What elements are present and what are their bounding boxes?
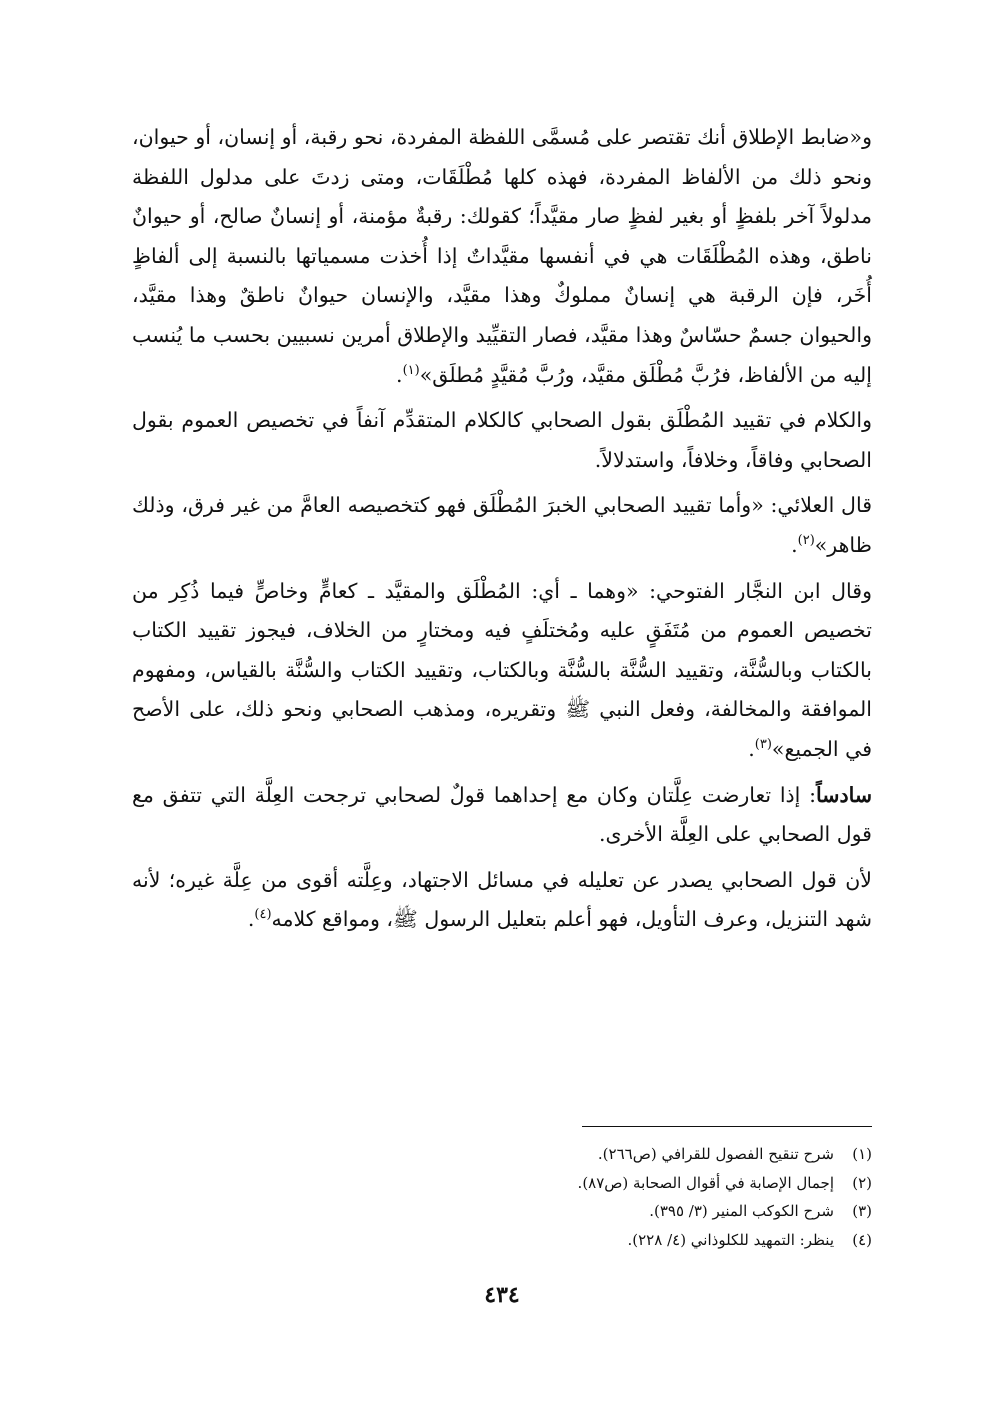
paragraph-5 [132, 776, 872, 855]
paragraph-end: . [791, 532, 798, 557]
footnote-number: (٣) [852, 1202, 872, 1220]
footnote-number: (٤) [852, 1230, 872, 1249]
main-text [132, 118, 872, 946]
footnote-item [132, 1169, 872, 1198]
footnote-number: (٢) [852, 1173, 872, 1192]
paragraph-text: و«ضابط الإطلاق أنك تقتصر على مُسمَّى اللفظة المفردة، نحو رقبة، أو إنسان، أو حيوان، ونحو ذلك من الألفاظ المفردة، فهذه كلها مُطْلَقَات، ومتى زدتَ على مدلول اللفظة مدلولاً آخر بلفظٍ أو بغير لفظٍ صار مقيَّداً؛ كقولك: رقبةٌ مؤمنة، أو إنسانٌ صالح، أو حيوانٌ ناطق، وهذه المُطْلَقَات هي في أنفسها مقيَّداتٌ إذا أُخذت مسمياتها بالنسبة إلى ألفاظٍ أُخَر، فإن الرقبة هي إنسانٌ مملوكٌ وهذا مقيَّد، والإنسان حيوانٌ ناطقٌ وهذا مقيَّد، والحيوان جسمٌ حسّاسٌ وهذا مقيَّد، فصار التقيِّيد والإطلاق أمرين نسبيين بحسب ما يُنسب إليه من الألفاظ، فرُبَّ مُطْلَق مقيَّد، ورُبَّ مُقيَّدٍ مُطلَق» [132, 125, 872, 387]
paragraph-text: قال العلائي: «وأما تقييد الصحابي الخبرَ المُطْلَق فهو كتخصيصه العامَّ من غير فرق، وذلك ظاهر» [132, 493, 872, 557]
footnote-text: شرح الكوكب المنير (٣/ ٣٩٥). [649, 1202, 834, 1220]
paragraph-3 [132, 486, 872, 565]
footnote-divider [582, 1126, 872, 1127]
footnote-number: (١) [852, 1145, 872, 1163]
footnote-ref-3[interactable]: (٣) [754, 737, 772, 753]
footnotes-list [132, 1140, 872, 1254]
paragraph-6 [132, 861, 872, 940]
footnote-text: ينظر: التمهيد للكلوذاني (٤/ ٢٢٨). [627, 1230, 834, 1249]
paragraph-end: . [396, 362, 403, 387]
paragraph-lead-bold: سادساً [816, 782, 872, 807]
paragraph-text: والكلام في تقييد المُطْلَق بقول الصحابي كالكلام المتقدِّم آنفاً في تخصيص العموم بقول الصحابي وفاقاً، وخلافاً، واستدلالاً. [132, 408, 872, 472]
footnote-item [132, 1197, 872, 1226]
paragraph-text: : إذا تعارضت عِلَّتان وكان مع إحداهما قولٌ لصحابي ترجحت العِلَّة التي تتفق مع قول الصحابي على العِلَّة الأخرى. [132, 782, 872, 847]
paragraph-text: وقال ابن النجَّار الفتوحي: «وهما ـ أي: المُطْلَق والمقيَّد ـ كعامٍّ وخاصٍّ فيما ذُكِر من تخصيص العموم من مُتَفَقٍ عليه ومُختلَفٍ فيه ومختارٍ من الخلاف، فيجوز تقييد الكتاب بالكتاب وبالسُّنَّة، وتقييد السُّنَّة بالسُّنَّة وبالكتاب، وتقييد الكتاب والسُّنَّة بالقياس، ومفهوم الموافقة والمخالفة، وفعل النبي ﷺ وتقريره، ومذهب الصحابي ونحو ذلك، على الأصح في الجميع» [132, 578, 872, 761]
footnote-item [132, 1140, 872, 1169]
paragraph-1 [132, 118, 872, 395]
footnote-text: إجمال الإصابة في أقوال الصحابة (ص٨٧). [577, 1173, 834, 1192]
paragraph-end: . [247, 907, 255, 932]
footnote-ref-2[interactable]: (٢) [797, 533, 815, 549]
footnote-ref-1[interactable]: (١) [402, 362, 420, 378]
paragraph-text: لأن قول الصحابي يصدر عن تعليله في مسائل الاجتهاد، وعِلَّته أقوى من عِلَّة غيره؛ لأنه شهد التنزيل، وعرف التأويل، فهو أعلم بتعليل الرسول ﷺ، ومواقع كلامه [132, 867, 872, 932]
paragraph-end: . [748, 736, 755, 761]
page-number: ٤٣٤ [484, 1282, 520, 1308]
footnote-ref-4[interactable]: (٤) [254, 907, 272, 923]
footnote-item [132, 1226, 872, 1255]
paragraph-2 [132, 401, 872, 480]
footnote-text: شرح تنقيح الفصول للقرافي (ص٢٦٦). [597, 1145, 834, 1163]
paragraph-4 [132, 572, 872, 770]
